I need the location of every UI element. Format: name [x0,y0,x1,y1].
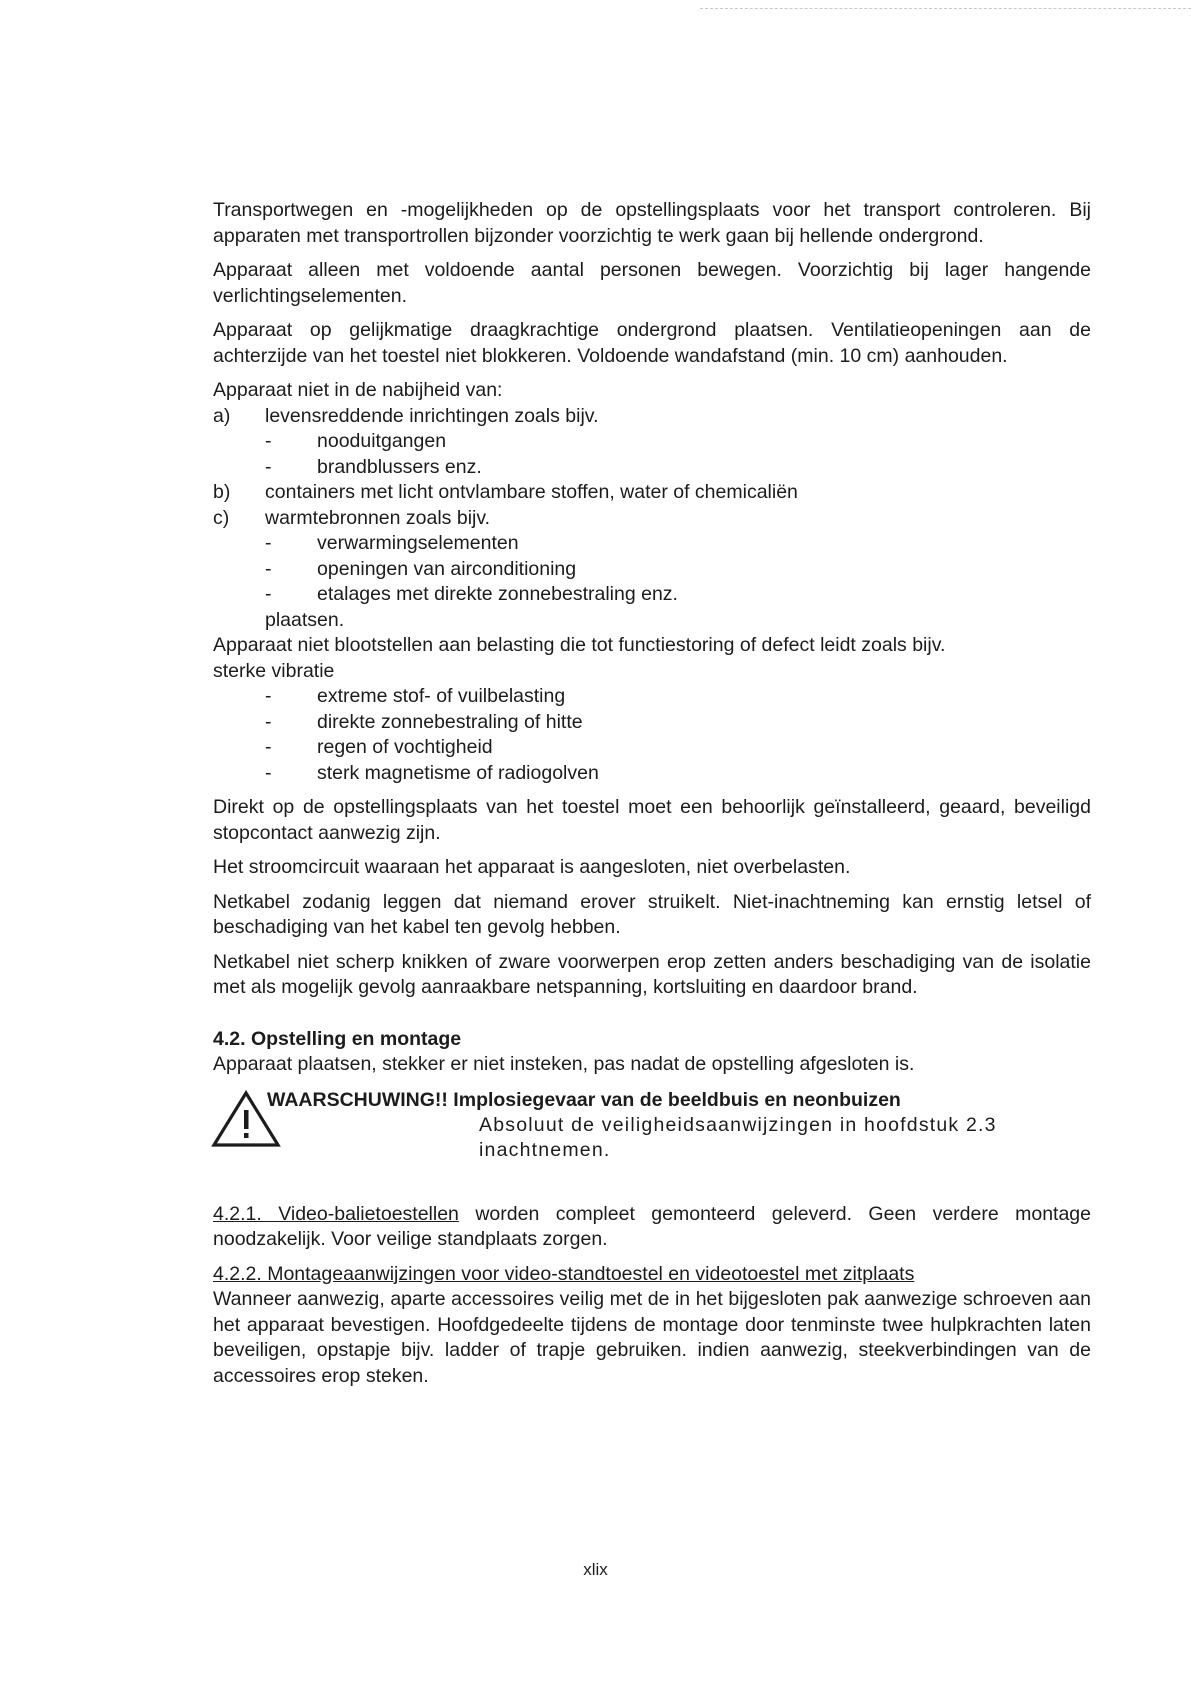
list-item: - verwarmingselementen [265,532,519,554]
cable-damage-paragraph: Netkabel niet scherp knikken of zware voorwerpen erop zetten anders beschadiging van de isolatie met als mogelijk gevolg aanraakbare netspanning, kortsluiting en daardoor brand. [213,950,1091,998]
transport-paragraph: Transportwegen en -mogelijkheden op de opstellingsplaats voor het transport controleren. Bij apparaten met transportrollen bijzonder voorzichtig te werk gaan bij hellende ondergrond. [213,199,1091,247]
list-item: - direkte zonnebestraling of hitte [265,710,583,733]
warning-body: Absoluut de veiligheidsaanwijzingen in hoofdstuk 2.3 inachtnemen. [479,1113,997,1161]
load-intro: Apparaat niet blootstellen aan belasting die tot functiestoring of defect leidt zoals bijv. [213,634,946,656]
section-heading: 4.2. Opstelling en montage [213,1027,462,1050]
list-item: - openingen van airconditioning [265,557,577,580]
section-4-2-2-title: 4.2.2. Montageaanwijzingen voor video-standtoestel en videotoestel met zitplaats [213,1262,915,1285]
list-item: c) warmtebronnen zoals bijv. [213,506,491,529]
scan-top-rule [700,8,1191,9]
list-item: - regen of vochtigheid [265,736,493,758]
list-item: - brandblussers enz. [265,455,482,478]
section-intro: Apparaat plaatsen, stekker er niet insteken, pas nadat de opstelling afgesloten is. [213,1053,915,1075]
warning-block [213,1084,1091,1170]
page-number: xlix [583,1560,608,1579]
placement-closing: plaatsen. [265,608,345,631]
load-list [213,633,1091,786]
section-4-2-2-text: Wanneer aanwezig, aparte accessoires veilig met de in het bijgesloten pak aanwezige schroeven aan het apparaat bevestigen. Hoofdgedeelte tijdens de montage door tenminste twee hulpkrachten laten beveiligen, opstapje bijv. ladder of trapje gebruiken. indien aanwezig, steekverbindingen van de accessoires erop steken. [213,1288,1091,1387]
list-item: - etalages met direkte zonnebestraling enz. [265,583,678,605]
list-item: - sterk magnetisme of radiogolven [265,761,599,784]
cable-paragraph: Netkabel zodanig leggen dat niemand erover struikelt. Niet-inachtneming kan ernstig letsel of beschadiging van het kabel ten gevolg hebben. [213,890,1091,938]
moving-paragraph: Apparaat alleen met voldoende aantal personen bewegen. Voorzichtig bij lager hangende verlichtingselementen. [213,259,1091,307]
list-item: - extreme stof- of vuilbelasting [265,685,566,707]
placement-list [213,378,1091,633]
list-item: - nooduitgangen [265,430,447,452]
section-4-2-1-title: 4.2.1. Video-balietoestellen [213,1202,459,1225]
document-body [213,198,1091,1398]
section-4-2-1 [213,1202,1091,1253]
list-item: b) containers met licht ontvlambare stoffen, water of chemicaliën [213,481,798,503]
socket-paragraph: Direkt op de opstellingsplaats van het toestel moet een behoorlijk geïnstalleerd, geaard, beveiligd stopcontact aanwezig zijn. [213,796,1091,844]
load-first: sterke vibratie [213,659,335,682]
placement-intro: Apparaat niet in de nabijheid van: [213,379,503,401]
section-4-2-1-text: worden compleet gemonteerd geleverd. Geen verdere montage noodzakelijk. Voor veilige standplaats zorgen. [213,1202,1092,1250]
list-item: a) levensreddende inrichtingen zoals bijv. [213,404,599,427]
warning-title: WAARSCHUWING!! Implosiegevaar van de beeldbuis en neonbuizen [267,1088,901,1111]
circuit-paragraph: Het stroomcircuit waaraan het apparaat is aangesloten, niet overbelasten. [213,856,851,878]
ground-paragraph: Apparaat op gelijkmatige draagkrachtige ondergrond plaatsen. Ventilatieopeningen aan de achterzijde van het toestel niet blokkeren. Voldoende wandafstand (min. 10 cm) aanhouden. [213,319,1091,367]
